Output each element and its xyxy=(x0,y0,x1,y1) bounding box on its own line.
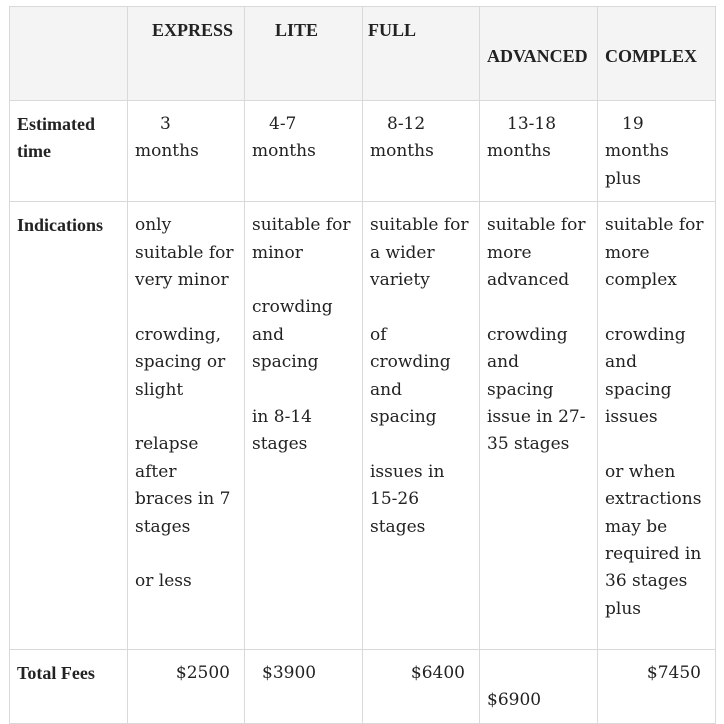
time-complex xyxy=(598,101,716,202)
indication-text: crowding, spacing or slight xyxy=(135,324,226,400)
indication-text: or when extractions may be required in 36 stages plus xyxy=(605,461,702,619)
fee-express: $2500 xyxy=(128,650,245,723)
indication-text: in 8-14 stages xyxy=(252,407,312,455)
indication-text: issues in 15-26 stages xyxy=(370,461,445,537)
time-value: 8-12 months xyxy=(370,114,434,162)
indications-complex xyxy=(598,202,716,650)
plan-header-complex: COMPLEX xyxy=(598,7,716,101)
plan-header-express: EXPRESS xyxy=(128,7,245,101)
fee-advanced: $6900 xyxy=(480,650,598,723)
plan-header-full: FULL xyxy=(363,7,480,101)
indication-text: crowding and spacing issues xyxy=(605,324,686,428)
time-value: 3 months xyxy=(135,114,199,162)
fee-complex: $7450 xyxy=(598,650,716,723)
indications-advanced xyxy=(480,202,598,650)
indication-text: suitable for a wider variety xyxy=(370,215,469,291)
indication-text: crowding and spacing xyxy=(252,297,333,373)
time-full xyxy=(363,101,480,202)
time-value: 13-18 months xyxy=(487,114,557,162)
indication-text: crowding and spacing issue in 27-35 stages xyxy=(487,324,586,455)
indication-text: only suitable for very minor xyxy=(135,215,234,291)
indication-text: relapse after braces in 7 stages xyxy=(135,434,231,537)
time-advanced xyxy=(480,101,598,202)
time-value: 19 months plus xyxy=(605,114,669,189)
indication-text: or less xyxy=(135,571,192,592)
time-value: 4-7 months xyxy=(252,114,316,162)
plan-header-lite: LITE xyxy=(245,7,363,101)
corner-cell xyxy=(10,7,128,101)
fee-full: $6400 xyxy=(363,650,480,723)
indications-lite xyxy=(245,202,363,650)
header-row xyxy=(10,7,716,101)
indications-express xyxy=(128,202,245,650)
indication-text: suitable for more advanced xyxy=(487,215,586,291)
indications-row xyxy=(10,202,716,650)
indication-text: suitable for more complex xyxy=(605,215,704,291)
row-label-indications: Indications xyxy=(10,202,128,650)
total-fees-row xyxy=(10,650,716,723)
pricing-table xyxy=(9,6,716,724)
time-express xyxy=(128,101,245,202)
row-label-estimated-time: Estimated time xyxy=(10,101,128,202)
indication-text: suitable for minor xyxy=(252,215,351,263)
estimated-time-row xyxy=(10,101,716,202)
indications-full xyxy=(363,202,480,650)
row-label-total-fees: Total Fees xyxy=(10,650,128,723)
fee-lite: $3900 xyxy=(245,650,363,723)
plan-header-advanced: ADVANCED xyxy=(480,7,598,101)
time-lite xyxy=(245,101,363,202)
indication-text: of crowding and spacing xyxy=(370,324,451,428)
